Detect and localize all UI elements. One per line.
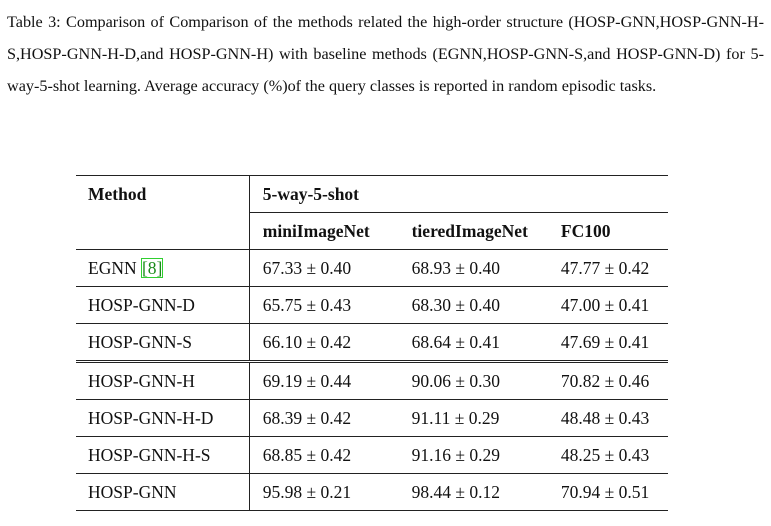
cell-fc100: 48.48 ± 0.43 (561, 400, 668, 437)
cell-miniimagenet: 65.75 ± 0.43 (249, 287, 411, 324)
cell-tieredimagenet: 91.16 ± 0.29 (412, 437, 561, 474)
cell-miniimagenet: 67.33 ± 0.40 (249, 250, 411, 287)
header-method: Method (76, 176, 249, 213)
row-method: HOSP-GNN (76, 474, 249, 511)
cell-fc100: 47.00 ± 0.41 (561, 287, 668, 324)
cell-tieredimagenet: 68.93 ± 0.40 (411, 257, 500, 278)
cell-miniimagenet: 68.85 ± 0.42 (249, 437, 411, 474)
cell-fc100: 47.77 ± 0.42 (560, 257, 650, 278)
row-method: HOSP-GNN-H-D (76, 400, 249, 437)
cell-miniimagenet: 69.19 ± 0.44 (249, 362, 411, 400)
header-dataset-miniimagenet: miniImageNet (249, 213, 411, 250)
row-method (76, 250, 249, 287)
table-row (76, 250, 668, 287)
header-setting: 5-way-5-shot (249, 176, 668, 213)
table-caption: Table 3: Comparison of Comparison of the methods related the high-order structure (HOSP-GNN,HOSP-GNN-H-S,HOSP-GNN-H-D,and HOSP-GNN-H) with baseline methods (EGNN,HOSP-GNN-S,and HOSP-GNN-D) for 5-way-5-shot learning. Average accuracy (%)of the query classes is reported in random episodic tasks. (7, 13, 764, 95)
cell-tieredimagenet: 98.44 ± 0.12 (412, 474, 561, 511)
cell-fc100: 47.69 ± 0.41 (561, 324, 668, 362)
cell-miniimagenet: 66.10 ± 0.42 (249, 324, 411, 362)
header-dataset-tieredimagenet: tieredImageNet (412, 213, 561, 250)
cell-miniimagenet: 95.98 ± 0.21 (249, 474, 411, 511)
header-dataset-fc100: FC100 (561, 213, 668, 250)
cell-miniimagenet: 68.39 ± 0.42 (249, 400, 411, 437)
table-row (76, 324, 668, 362)
method-label: EGNN (88, 257, 141, 278)
cell-tieredimagenet: 68.64 ± 0.41 (412, 324, 561, 362)
table-row (76, 362, 668, 400)
row-method: HOSP-GNN-S (76, 324, 249, 362)
subheader-row (76, 213, 668, 250)
table-row (76, 474, 668, 511)
table-row (76, 437, 668, 474)
results-table (76, 175, 668, 511)
header-row (76, 176, 668, 213)
table-row (76, 400, 668, 437)
cell-tieredimagenet: 91.11 ± 0.29 (412, 400, 561, 437)
table-row (76, 287, 668, 324)
cell-fc100: 48.25 ± 0.43 (561, 437, 668, 474)
row-method: HOSP-GNN-H (76, 362, 249, 400)
cell-fc100: 70.94 ± 0.51 (561, 474, 668, 511)
citation-link[interactable]: [8] (141, 257, 163, 278)
cell-fc100: 70.82 ± 0.46 (561, 362, 668, 400)
cell-tieredimagenet: 68.30 ± 0.40 (412, 287, 561, 324)
row-method: HOSP-GNN-D (76, 287, 249, 324)
cell-tieredimagenet: 90.06 ± 0.30 (412, 362, 561, 400)
row-method: HOSP-GNN-H-S (76, 437, 249, 474)
header-method-empty (76, 213, 249, 250)
